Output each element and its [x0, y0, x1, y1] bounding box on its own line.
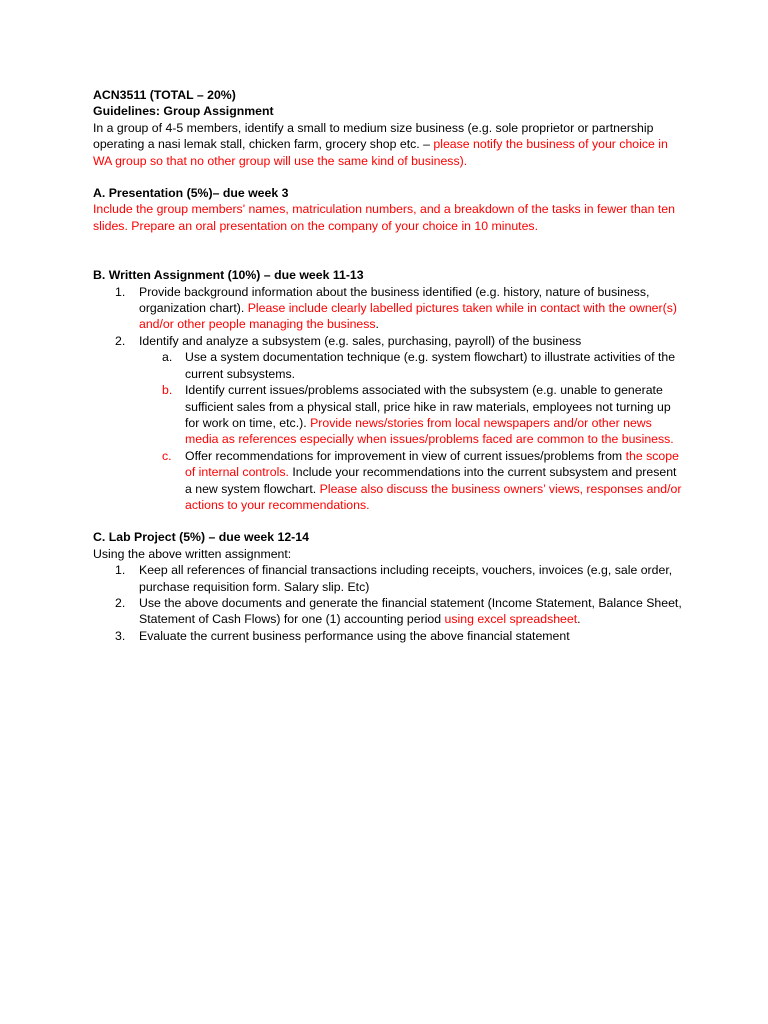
list-number: 2.	[115, 333, 126, 348]
section-c-heading: C. Lab Project (5%) – due week 12-14	[93, 530, 309, 545]
section-a-text: Include the group members' names, matriculation numbers, and a breakdown of the tasks in fewer than ten slides. Prepare an oral presentation on the company of your choice in 10 minutes.	[93, 202, 675, 233]
section-c-intro: Using the above written assignment:	[93, 546, 292, 561]
section-b-subitem-a	[93, 349, 683, 382]
section-b-subitem-c	[93, 448, 683, 514]
section-b-heading: B. Written Assignment (10%) – due week 11-13	[93, 268, 364, 283]
sublist-letter: b.	[162, 383, 173, 398]
intro-paragraph	[93, 120, 683, 169]
section-c-item-1	[93, 562, 683, 595]
list-number: 1.	[115, 284, 126, 299]
section-b-item-1	[93, 284, 683, 333]
sublist-text: Offer recommendations for improvement in view of current issues/problems from the scope of internal controls. Include your recommendations into the current subsystem and present a new system flowchart. Please also discuss the business owners’ views, responses and/or actions to your recommendations.	[185, 448, 682, 512]
sublist-text: Identify current issues/problems associated with the subsystem (e.g. unable to generate sufficient sales from a physical stall, price hike in raw materials, employees not turning up for work on time, etc.). Provide news/stories from local newspapers and/or other news media as references especially when issues/problems faced are common to the business.	[185, 383, 674, 447]
section-b-item-2	[93, 333, 683, 349]
intro-notice: please notify the business of your choice in WA group so that no other group will use the same kind of business).	[93, 137, 668, 168]
section-c-item-3	[93, 628, 683, 644]
sublist-letter: c.	[162, 448, 172, 463]
sublist-letter: a.	[162, 350, 173, 365]
intro-text: In a group of 4-5 members, identify a small to medium size business (e.g. sole proprietor or partnership operating a nasi lemak stall, chicken farm, grocery shop etc. –	[93, 120, 654, 152]
list-number: 1.	[115, 563, 126, 578]
list-number: 3.	[115, 628, 126, 643]
document-body	[93, 87, 683, 644]
list-item-text: Use the above documents and generate the financial statement (Income Statement, Balance Sheet, Statement of Cash Flows) for one (1) accounting period using excel spreadsheet.	[139, 595, 682, 627]
list-item-text: Identify and analyze a subsystem (e.g. sales, purchasing, payroll) of the business	[139, 333, 582, 348]
section-a-heading: A. Presentation (5%)– due week 3	[93, 186, 289, 201]
guidelines-heading: Guidelines: Group Assignment	[93, 104, 274, 119]
section-b-subitem-b	[93, 382, 683, 448]
course-code-heading: ACN3511 (TOTAL – 20%)	[93, 88, 236, 102]
list-number: 2.	[115, 595, 126, 610]
list-item-text: Provide background information about the business identified (e.g. history, nature of business, organization chart). Please include clearly labelled pictures taken while in contact with the owner(s) and/or other people managing the business.	[139, 284, 677, 332]
section-c-item-2	[93, 595, 683, 628]
list-item-text: Evaluate the current business performance using the above financial statement	[139, 628, 570, 643]
sublist-text: Use a system documentation technique (e.g. system flowchart) to illustrate activities of the current subsystems.	[185, 350, 676, 381]
list-item-text: Keep all references of financial transactions including receipts, vouchers, invoices (e.g, sale order, purchase requisition form. Salary slip. Etc)	[139, 563, 673, 594]
